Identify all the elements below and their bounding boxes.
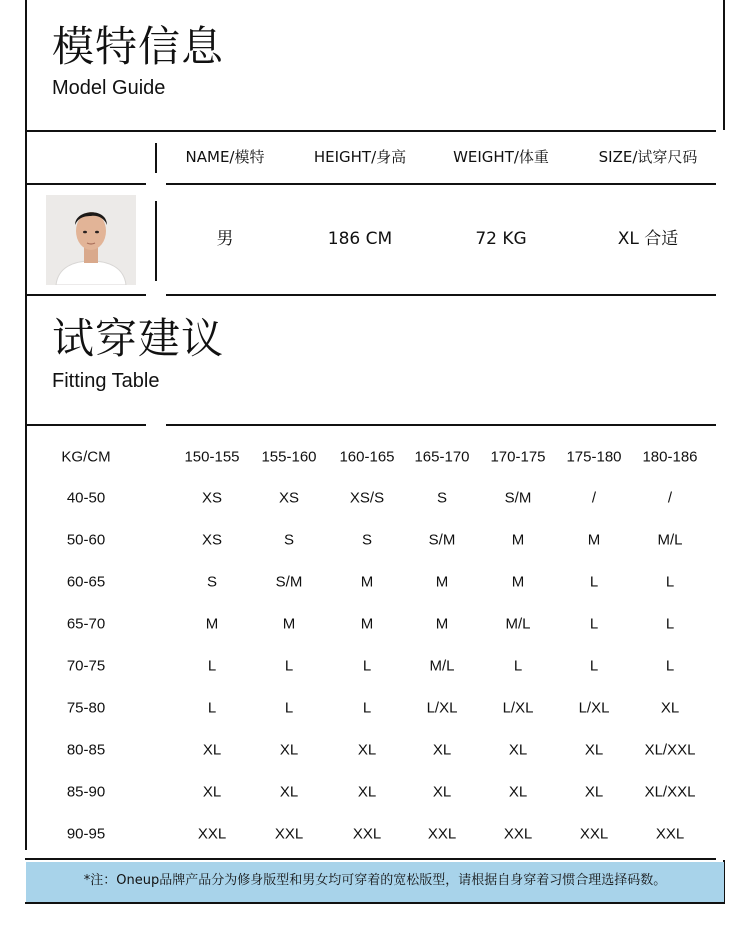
weight-row-label: 80-85 xyxy=(66,741,106,759)
fitting-table-title-en: Fitting Table xyxy=(52,370,160,392)
height-column-header: 165-170 xyxy=(414,448,470,466)
model-table-top-line xyxy=(25,130,716,132)
height-column-header: 175-180 xyxy=(566,448,622,466)
model-value-height: 186 CM xyxy=(327,229,393,249)
fitting-table-title-cn: 试穿建议 xyxy=(52,314,225,363)
size-cell: M/L xyxy=(429,657,455,675)
model-value-weight: 72 KG xyxy=(475,229,527,249)
size-cell: XL xyxy=(584,783,604,801)
note-banner xyxy=(26,862,724,902)
model-row-bottom-right xyxy=(166,294,716,296)
size-cell: XL xyxy=(432,783,452,801)
size-cell: XS xyxy=(201,489,223,507)
model-value-name: 男 xyxy=(216,229,234,249)
height-column-header: 150-155 xyxy=(184,448,240,466)
size-cell: S xyxy=(206,573,218,591)
size-cell: M xyxy=(360,573,374,591)
size-cell: S/M xyxy=(428,531,456,549)
fitting-table-top-left xyxy=(25,424,146,426)
model-guide-title-cn: 模特信息 xyxy=(52,22,225,71)
size-cell: L xyxy=(589,657,599,675)
size-cell: M xyxy=(587,531,601,549)
fitting-table-top-right xyxy=(166,424,716,426)
fitting-corner-label: KG/CM xyxy=(61,448,111,466)
size-cell: S xyxy=(283,531,295,549)
size-cell: XXL xyxy=(427,825,457,843)
size-cell: XS xyxy=(201,531,223,549)
size-cell: L xyxy=(284,699,294,717)
size-cell: XL xyxy=(508,741,528,759)
size-cell: XL xyxy=(357,741,377,759)
size-cell: / xyxy=(667,489,673,507)
weight-row-label: 65-70 xyxy=(66,615,106,633)
size-cell: L xyxy=(362,657,372,675)
size-cell: XXL xyxy=(197,825,227,843)
model-header-bottom-right xyxy=(166,183,716,185)
size-cell: L xyxy=(362,699,372,717)
size-cell: / xyxy=(591,489,597,507)
weight-row-label: 90-95 xyxy=(66,825,106,843)
height-column-header: 170-175 xyxy=(490,448,546,466)
height-column-header: 160-165 xyxy=(339,448,395,466)
size-cell: XXL xyxy=(655,825,685,843)
size-cell: XXL xyxy=(274,825,304,843)
size-cell: L xyxy=(665,657,675,675)
size-cell: S xyxy=(361,531,373,549)
size-cell: XS xyxy=(278,489,300,507)
model-header-name: NAME/模特 xyxy=(185,148,265,166)
size-cell: S/M xyxy=(275,573,303,591)
size-cell: M xyxy=(205,615,219,633)
model-guide-title-en: Model Guide xyxy=(52,77,166,99)
size-cell: XL xyxy=(660,699,680,717)
model-header-bottom-left xyxy=(25,183,146,185)
size-cell: L xyxy=(284,657,294,675)
size-cell: L xyxy=(665,573,675,591)
weight-row-label: 70-75 xyxy=(66,657,106,675)
size-cell: L/XL xyxy=(578,699,610,717)
size-cell: M xyxy=(511,531,525,549)
weight-row-label: 50-60 xyxy=(66,531,106,549)
model-header-height: HEIGHT/身高 xyxy=(313,148,407,166)
size-cell: XL xyxy=(279,783,299,801)
size-cell: XXL xyxy=(352,825,382,843)
size-cell: L xyxy=(589,615,599,633)
size-cell: L/XL xyxy=(502,699,534,717)
note-bottom-line xyxy=(25,902,724,904)
size-cell: XL xyxy=(279,741,299,759)
model-header-size: SIZE/试穿尺码 xyxy=(598,148,698,166)
size-cell: XL xyxy=(202,783,222,801)
size-cell: XL xyxy=(508,783,528,801)
size-cell: XL/XXL xyxy=(644,741,696,759)
model-row-bottom-left xyxy=(25,294,146,296)
size-cell: M xyxy=(282,615,296,633)
model-portrait-icon xyxy=(46,195,136,285)
model-value-size: XL 合适 xyxy=(617,229,679,249)
size-cell: M xyxy=(435,615,449,633)
weight-row-label: 85-90 xyxy=(66,783,106,801)
size-cell: M xyxy=(360,615,374,633)
size-cell: L xyxy=(207,699,217,717)
height-column-header: 180-186 xyxy=(642,448,698,466)
size-cell: XL/XXL xyxy=(644,783,696,801)
size-cell: M/L xyxy=(657,531,683,549)
fitting-table-bottom-line xyxy=(25,858,716,860)
size-cell: L xyxy=(207,657,217,675)
size-cell: XL xyxy=(432,741,452,759)
size-cell: L xyxy=(589,573,599,591)
weight-row-label: 40-50 xyxy=(66,489,106,507)
size-cell: L xyxy=(665,615,675,633)
model-row-divider xyxy=(155,201,157,281)
size-cell: M xyxy=(511,573,525,591)
model-portrait-photo xyxy=(46,195,136,285)
weight-row-label: 75-80 xyxy=(66,699,106,717)
model-header-divider xyxy=(155,143,157,173)
size-cell: XS/S xyxy=(349,489,385,507)
size-cell: L xyxy=(513,657,523,675)
note-text: *注：Oneup品牌产品分为修身版型和男女均可穿着的宽松版型，请根据自身穿着习惯合理选择码数。 xyxy=(83,873,667,888)
size-cell: S/M xyxy=(504,489,532,507)
size-cell: M/L xyxy=(505,615,531,633)
size-cell: XXL xyxy=(579,825,609,843)
height-column-header: 155-160 xyxy=(261,448,317,466)
size-cell: XL xyxy=(357,783,377,801)
frame-right-border xyxy=(723,0,725,130)
size-cell: XL xyxy=(202,741,222,759)
size-cell: XXL xyxy=(503,825,533,843)
size-cell: L/XL xyxy=(426,699,458,717)
size-cell: M xyxy=(435,573,449,591)
size-cell: XL xyxy=(584,741,604,759)
size-cell: S xyxy=(436,489,448,507)
model-header-weight: WEIGHT/体重 xyxy=(453,148,549,166)
weight-row-label: 60-65 xyxy=(66,573,106,591)
